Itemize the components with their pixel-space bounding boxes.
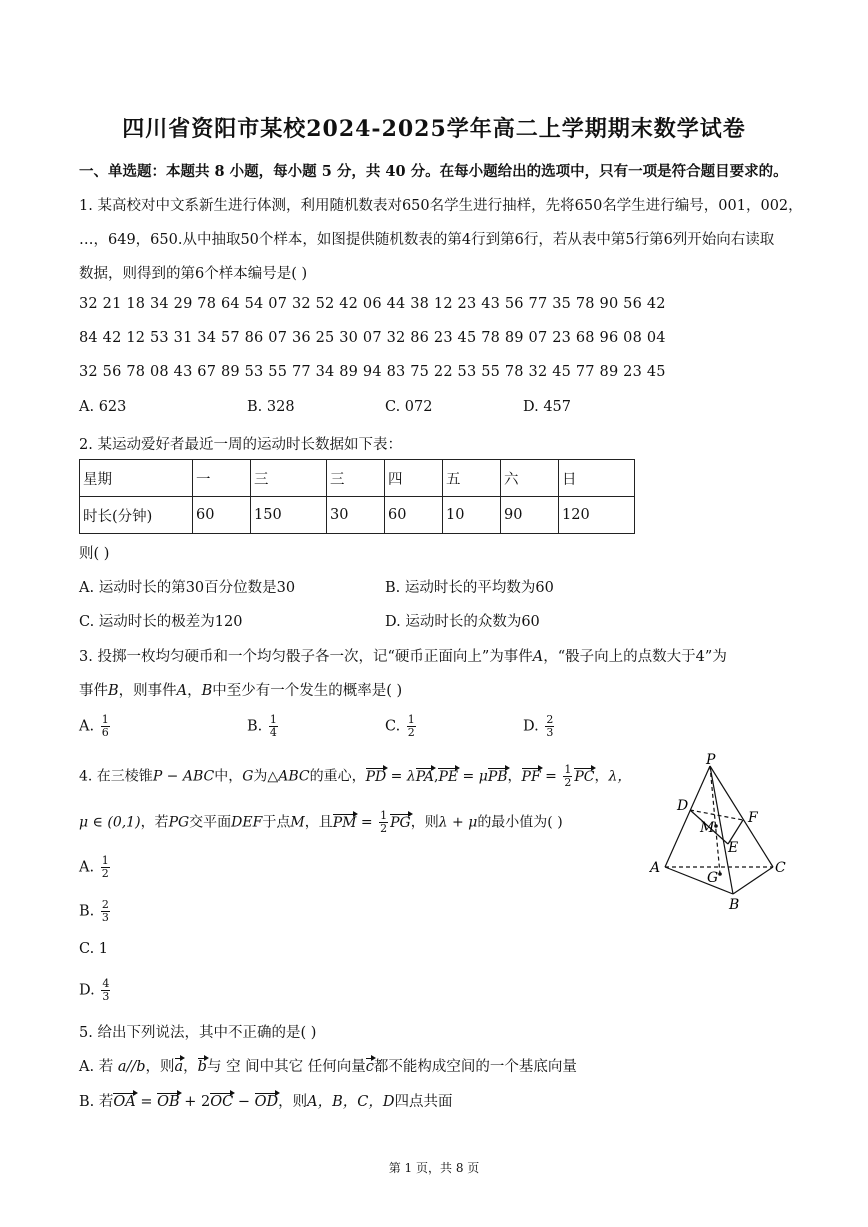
q2-option-b: B. 运动时长的平均数为60 — [385, 580, 554, 596]
math-var: A — [532, 649, 544, 665]
text: 中至少有一个发生的概率是( ) — [212, 683, 403, 699]
table-cell: 30 — [327, 497, 385, 534]
figure-label-c: C — [775, 860, 786, 876]
table-cell: 星期 — [80, 460, 193, 497]
figure-label-b: B — [729, 897, 740, 913]
q2-then: 则( ) — [79, 546, 110, 562]
option-label: C. — [385, 718, 401, 735]
q1-option-b: B. 328 — [247, 399, 295, 415]
q1-stem-line-3: 数据，则得到的第6个样本编号是( ) — [79, 266, 308, 282]
q5-option-b: B. 若OA = OB + 2OC − OD，则A，B，C，D四点共面 — [79, 1094, 453, 1110]
q3-stem-line-1 — [79, 645, 727, 666]
q3-option-c — [385, 714, 418, 739]
q3-option-a — [79, 714, 112, 739]
random-table-row: 84 42 12 53 31 34 57 86 07 36 25 30 07 32 86 23 45 78 89 07 23 68 96 08 04 — [79, 330, 666, 346]
table-cell: 60 — [385, 497, 443, 534]
text: 事件 — [79, 683, 108, 699]
q5-stem: 5. 给出下列说法，其中不正确的是( ) — [79, 1025, 317, 1041]
q5-option-a: A. 若 a//b，则a，b与 空 间中其它 任何向量c都不能构成空间的一个基底向量 — [79, 1059, 577, 1075]
q4-option-a: A. $\frac{1}{2}$ — [79, 854, 109, 880]
table-cell: 150 — [251, 497, 327, 534]
text: ， — [187, 683, 202, 699]
q1-stem-line-2: …，649，650.从中抽取50个样本，如图提供随机数表的第4行到第6行，若从表中第5行第6列开始向右读取 — [79, 232, 775, 248]
page-title: 四川省资阳市某校2024-2025学年高二上学期期末数学试卷 — [122, 116, 746, 142]
q1-option-d: D. 457 — [523, 399, 572, 415]
option-label: A. — [79, 718, 95, 735]
text: 3. 投掷一枚均匀硬币和一个均匀骰子各一次，记“硬币正面向上”为事件 — [79, 649, 533, 665]
q1-stem-line-1: 1. 某高校对中文系新生进行体测，利用随机数表对650名学生进行抽样，先将650名学生进行编号，001，002， — [79, 198, 803, 214]
table-cell: 五 — [443, 460, 501, 497]
q4-stem-line-2: μ ∈ (0,1)，若PG交平面DEF于点M，且PM = $\frac{1}{2}$ PG，则λ + μ的最小值为( ) — [79, 809, 563, 835]
random-table-row: 32 21 18 34 29 78 64 54 07 32 52 42 06 44 38 12 23 43 56 77 35 78 90 56 42 — [79, 296, 666, 312]
table-cell: 120 — [559, 497, 635, 534]
figure-label-a: A — [650, 860, 661, 876]
q2-stem: 2. 某运动爱好者最近一周的运动时长数据如下表： — [79, 437, 402, 453]
pyramid-figure — [640, 752, 800, 917]
table-row — [80, 460, 635, 497]
q3-option-b — [247, 714, 280, 739]
q2-option-c: C. 运动时长的极差为120 — [79, 614, 243, 630]
figure-label-f: F — [748, 810, 758, 826]
table-cell: 三 — [327, 460, 385, 497]
figure-label-p: P — [706, 752, 716, 768]
option-label: D. — [523, 718, 539, 735]
q1-option-c: C. 072 — [385, 399, 433, 415]
figure-label-d: D — [677, 798, 689, 814]
table-cell: 三 — [251, 460, 327, 497]
math-var: B — [201, 683, 213, 699]
q4-stem-line-1: 4. 在三棱锥P − ABC中，G为△ABC的重心，PD = λPA,PE = μPB，PF = $\frac{1}{2}$ PC，λ， — [79, 763, 632, 789]
fraction: $\frac{1}{4}$ — [269, 713, 277, 739]
q3-option-d — [523, 714, 556, 739]
q4-option-b: B. $\frac{2}{3}$ — [79, 898, 109, 924]
table-cell: 60 — [193, 497, 251, 534]
text: ，“骰子向上的点数大于4”为 — [543, 649, 727, 665]
q2-option-a: A. 运动时长的第30百分位数是30 — [79, 580, 296, 596]
q1-option-a: A. 623 — [79, 399, 127, 415]
table-cell: 90 — [501, 497, 559, 534]
option-label: B. — [247, 718, 263, 735]
exercise-time-table — [79, 459, 635, 534]
table-cell: 时长(分钟) — [80, 497, 193, 534]
q3-stem-line-2 — [79, 679, 402, 700]
table-cell: 六 — [501, 460, 559, 497]
math-var: B — [108, 683, 119, 699]
q4-option-d: D. $\frac{4}{3}$ — [79, 977, 110, 1003]
fraction: $\frac{1}{2}$ — [407, 713, 415, 739]
figure-label-g: G — [707, 870, 719, 886]
table-row — [80, 497, 635, 534]
fraction: $\frac{1}{6}$ — [101, 713, 109, 739]
q2-option-d: D. 运动时长的众数为60 — [385, 614, 540, 630]
q4-option-c: C. 1 — [79, 941, 109, 957]
fraction: $\frac{2}{3}$ — [546, 713, 554, 739]
table-cell: 10 — [443, 497, 501, 534]
text: ，则事件 — [118, 683, 177, 699]
table-cell: 四 — [385, 460, 443, 497]
table-cell: 一 — [193, 460, 251, 497]
page-footer: 第 1 页，共 8 页 — [388, 1161, 480, 1175]
math-var: A — [176, 683, 188, 699]
figure-label-e: E — [728, 840, 739, 856]
random-table-row: 32 56 78 08 43 67 89 53 55 77 34 89 94 83 75 22 53 55 78 32 45 77 89 23 45 — [79, 364, 666, 380]
figure-label-m: M — [700, 820, 715, 836]
section-heading: 一、单选题：本题共 8 小题，每小题 5 分，共 40 分。在每小题给出的选项中，只有一项是符合题目要求的。 — [79, 163, 788, 180]
table-cell: 日 — [559, 460, 635, 497]
